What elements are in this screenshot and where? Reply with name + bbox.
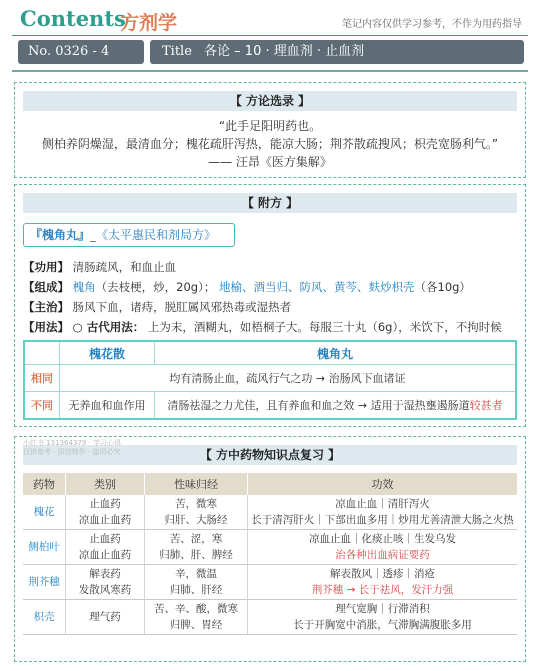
title-divider [12, 70, 528, 72]
drug-name: 槐花 [23, 495, 66, 530]
title-bar [150, 40, 524, 64]
taste-line-2: 归肺、肝、脾经 [159, 549, 233, 561]
taste-line-1: 苦、辛、酸，微寒 [154, 603, 238, 615]
note-title: 各论 – 10 · 理血剂 · 止血剂 [204, 44, 365, 59]
drug-name: 侧柏叶 [23, 530, 66, 565]
effect-line-1: 解表散风｜透疹｜消疮 [330, 568, 435, 580]
taste-line-2: 归脾、胃经 [169, 619, 223, 631]
indication-text: 肠风下血，诸痔，脱肛属风邪热毒或湿热者 [72, 300, 292, 314]
herb-review-panel [14, 436, 526, 662]
usage-label: 【用法】 [23, 320, 69, 334]
col-taste: 性味归经 [145, 473, 248, 495]
composition-label: 【组成】 [23, 280, 69, 294]
header-divider [12, 35, 528, 36]
table-row [23, 530, 517, 565]
discussion-quote [15, 117, 525, 171]
formula-source: _《太平惠民和剂局方》 [90, 228, 217, 242]
watermark [23, 439, 121, 457]
comparison-header-row [24, 341, 516, 365]
contents-title: Contents [20, 6, 126, 31]
drug-category [66, 565, 145, 600]
same-label: 相同 [24, 365, 60, 392]
formula-details [23, 257, 523, 337]
category-line-1: 解表药 [89, 568, 121, 580]
diff-col-2-highlight: 较甚者 [469, 399, 503, 412]
effect-line-2: 长于清泻肝火｜下部出血多用｜炒用尤善清泄大肠之火热 [251, 514, 514, 526]
drug-effect [248, 530, 518, 565]
discussion-heading: 【 方论选录 】 [23, 91, 517, 111]
diff-col-2-text: 清肠祛湿之力尤佳，且有养血和血之效 → 适用于湿热壅遏肠道 [167, 399, 470, 412]
effect-line-1: 凉血止血｜化痰止咳｜生发乌发 [309, 533, 456, 545]
col-category: 类别 [66, 473, 145, 495]
quote-source: —— 汪昂《医方集解》 [208, 155, 332, 169]
drug-category [66, 495, 145, 530]
effect-label: 【功用】 [23, 260, 69, 274]
indication-label: 【主治】 [23, 300, 69, 314]
drug-effect [248, 600, 518, 635]
other-herbs-dose: （各10g） [414, 280, 471, 294]
effect-text: 清肠疏风，和血止血 [72, 260, 177, 274]
watermark-line-2: 仅供参考 · 原创制作 · 盗用必究 [23, 448, 121, 456]
effect-line-1: 理气宽胸｜行滞消积 [335, 603, 430, 615]
drug-taste [145, 530, 248, 565]
title-label: Title [162, 44, 192, 59]
taste-line-2: 归肝、大肠经 [164, 514, 228, 526]
herb-table-header [23, 473, 517, 495]
effect-line-1: 凉血止血｜清肝泻火 [335, 498, 430, 510]
taste-line-1: 辛，微温 [175, 568, 217, 580]
table-row [23, 495, 517, 530]
diff-col-2 [155, 392, 517, 420]
comparison-col-2: 槐角丸 [155, 341, 517, 365]
comparison-same-row [24, 365, 516, 392]
quote-line-1: “此手足阳明药也。 [218, 119, 322, 133]
other-herbs: 地榆、酒当归、防风、黄芩、麸炒枳壳 [219, 280, 415, 294]
disclaimer-note: 笔记内容仅供学习参考，不作为用药指导 [342, 19, 522, 30]
formula-name-box [23, 223, 235, 247]
usage-sublabel: ○ 古代用法： [72, 320, 145, 334]
indication-row [23, 297, 523, 317]
diff-label: 不同 [24, 392, 60, 420]
formula-name: 『槐角丸』 [30, 228, 91, 242]
category-line-1: 止血药 [89, 533, 121, 545]
taste-line-2: 归肺、肝经 [169, 584, 223, 596]
attached-formula-panel [14, 184, 526, 427]
drug-effect [248, 495, 518, 530]
comparison-table [23, 340, 517, 420]
header [0, 0, 540, 38]
drug-taste [145, 565, 248, 600]
effect-row [23, 257, 523, 277]
comparison-col-1: 槐花散 [60, 341, 155, 365]
drug-name: 枳壳 [23, 600, 66, 635]
main-herb-note: （去枝梗，炒，20g）； [95, 280, 216, 294]
col-effect: 功效 [248, 473, 518, 495]
category-line-2: 发散风寒药 [78, 584, 132, 596]
col-drug: 药物 [23, 473, 66, 495]
review-heading: 【 方中药物知识点复习 】 [23, 445, 517, 465]
watermark-line-1: 小红书 131364379 · 学习心得 [23, 439, 121, 447]
category-line-1: 止血药 [89, 498, 121, 510]
note-number-bar [18, 40, 144, 64]
same-text: 均有清肠止血，疏风行气之功 → 治肠风下血诸证 [60, 365, 517, 392]
composition-row [23, 277, 523, 297]
effect-line-2: 长于开胸宽中消胀，气滞胸满腹胀多用 [293, 619, 472, 631]
taste-line-1: 苦，微寒 [175, 498, 217, 510]
attached-heading: 【 附方 】 [23, 193, 517, 213]
drug-taste [145, 600, 248, 635]
table-row [23, 565, 517, 600]
category-line-1: 理气药 [89, 611, 121, 623]
drug-effect [248, 565, 518, 600]
table-row [23, 600, 517, 635]
effect-line-2: 治各种出血病证要药 [335, 549, 430, 561]
subject-title: 方剂学 [120, 12, 178, 34]
comparison-corner [24, 341, 60, 365]
drug-category [66, 600, 145, 635]
drug-name: 荆芥穗 [23, 565, 66, 600]
drug-category [66, 530, 145, 565]
comparison-diff-row [24, 392, 516, 420]
category-line-2: 凉血止血药 [78, 549, 132, 561]
usage-text: 上为末，酒糊丸，如梧桐子大。每服三十丸（6g），米饮下，不拘时候 [147, 320, 502, 334]
quote-line-2: 侧柏养阴燥湿，最清血分；槐花疏肝泻热，能凉大肠；荆芥散疏搜风；枳壳宽肠利气。” [41, 137, 499, 151]
category-line-2: 凉血止血药 [78, 514, 132, 526]
drug-taste [145, 495, 248, 530]
note-number: No. 0326 - 4 [28, 44, 110, 59]
herb-table [23, 473, 517, 635]
effect-line-2: 荆芥穗 → 长于祛风，发汗力强 [311, 584, 454, 596]
usage-row [23, 317, 523, 337]
discussion-panel [14, 82, 526, 178]
main-herb: 槐角 [72, 280, 96, 294]
taste-line-1: 苦、涩，寒 [169, 533, 223, 545]
diff-col-1: 无养血和血作用 [60, 392, 155, 420]
